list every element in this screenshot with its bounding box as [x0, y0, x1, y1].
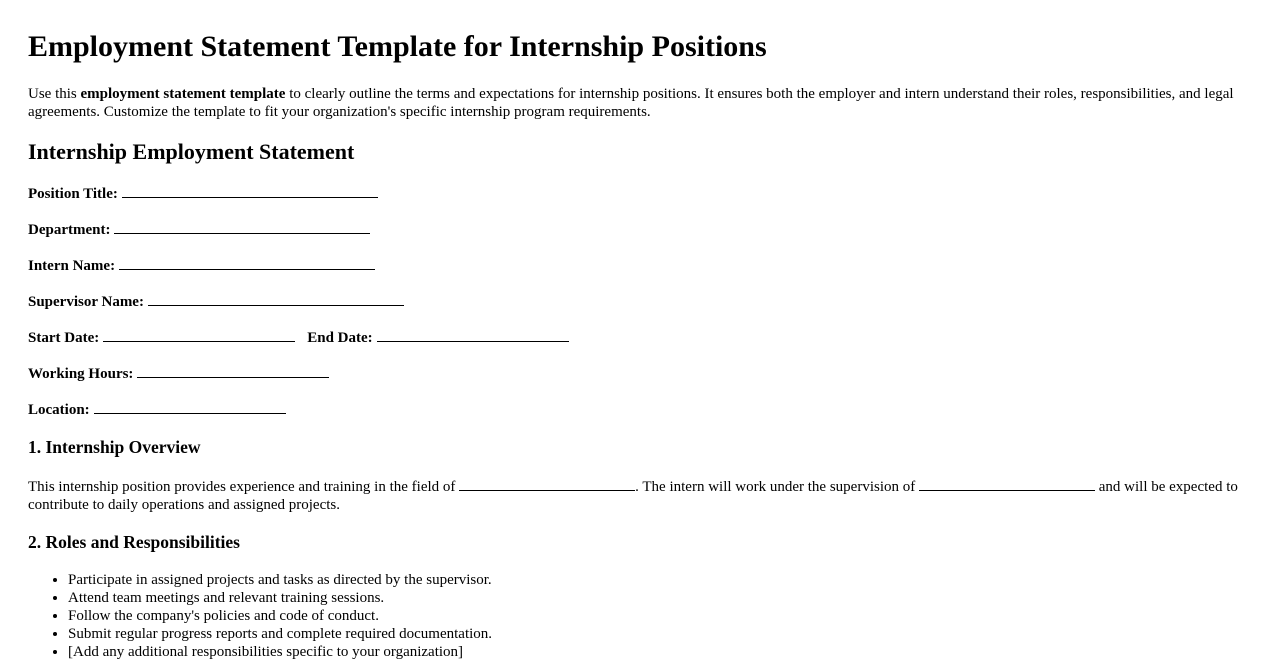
field-label: Position Title:: [28, 186, 118, 202]
overview-text: This internship position provides experience and training in the field of: [28, 479, 460, 495]
intro-bold-text: employment statement template: [80, 86, 286, 102]
working-hours-blank[interactable]: [137, 363, 329, 378]
page-title: Employment Statement Template for Internship Positions: [28, 30, 767, 63]
field-label: Department:: [28, 222, 111, 238]
field-supervisor-name: [28, 291, 1250, 311]
field-location: [28, 399, 1250, 419]
list-item: • [Add any additional responsibilities specific to your organization]: [68, 643, 1250, 661]
field-label: Location:: [28, 402, 90, 418]
position-title-blank[interactable]: [122, 183, 378, 198]
list-item: • Attend team meetings and relevant training sessions.: [68, 589, 1250, 607]
field-dates: [28, 327, 1250, 347]
field-intern-name: [28, 255, 1250, 275]
field-label: Start Date:: [28, 330, 100, 346]
intro-paragraph: [28, 85, 1250, 121]
list-item: • Follow the company's policies and code of conduct.: [68, 607, 1250, 625]
field-working-hours: [28, 363, 1250, 383]
field-of-blank[interactable]: [459, 476, 635, 491]
intro-text: Use this: [28, 86, 81, 102]
overview-text: and will be expected to contribute to daily operations and assigned projects.: [28, 479, 1238, 513]
end-date-blank[interactable]: [377, 327, 569, 342]
section-roles-heading: 2. Roles and Responsibilities: [28, 532, 240, 552]
start-date-blank[interactable]: [103, 327, 295, 342]
field-label: Supervisor Name:: [28, 294, 144, 310]
overview-paragraph: [28, 476, 1250, 514]
location-blank[interactable]: [94, 399, 286, 414]
statement-heading: Internship Employment Statement: [28, 139, 355, 164]
field-department: [28, 219, 1250, 239]
department-blank[interactable]: [114, 219, 370, 234]
intern-name-blank[interactable]: [119, 255, 375, 270]
responsibilities-list: [28, 571, 1250, 661]
field-label: End Date:: [307, 330, 373, 346]
list-item: • Participate in assigned projects and tasks as directed by the supervisor.: [68, 571, 1250, 589]
intro-text-rest: to clearly outline the terms and expectations for internship positions. It ensures both the employer and intern understand their roles, responsibilities, and legal agreements. Customize the template to fit your organization's specific internship program requirements.: [28, 86, 1234, 120]
list-item: • Submit regular progress reports and complete required documentation.: [68, 625, 1250, 643]
field-label: Intern Name:: [28, 258, 116, 274]
supervision-blank[interactable]: [919, 476, 1095, 491]
overview-text: . The intern will work under the supervision of: [635, 479, 919, 495]
field-position-title: [28, 183, 1250, 203]
section-overview-heading: 1. Internship Overview: [28, 437, 201, 457]
field-label: Working Hours:: [28, 366, 134, 382]
supervisor-name-blank[interactable]: [148, 291, 404, 306]
